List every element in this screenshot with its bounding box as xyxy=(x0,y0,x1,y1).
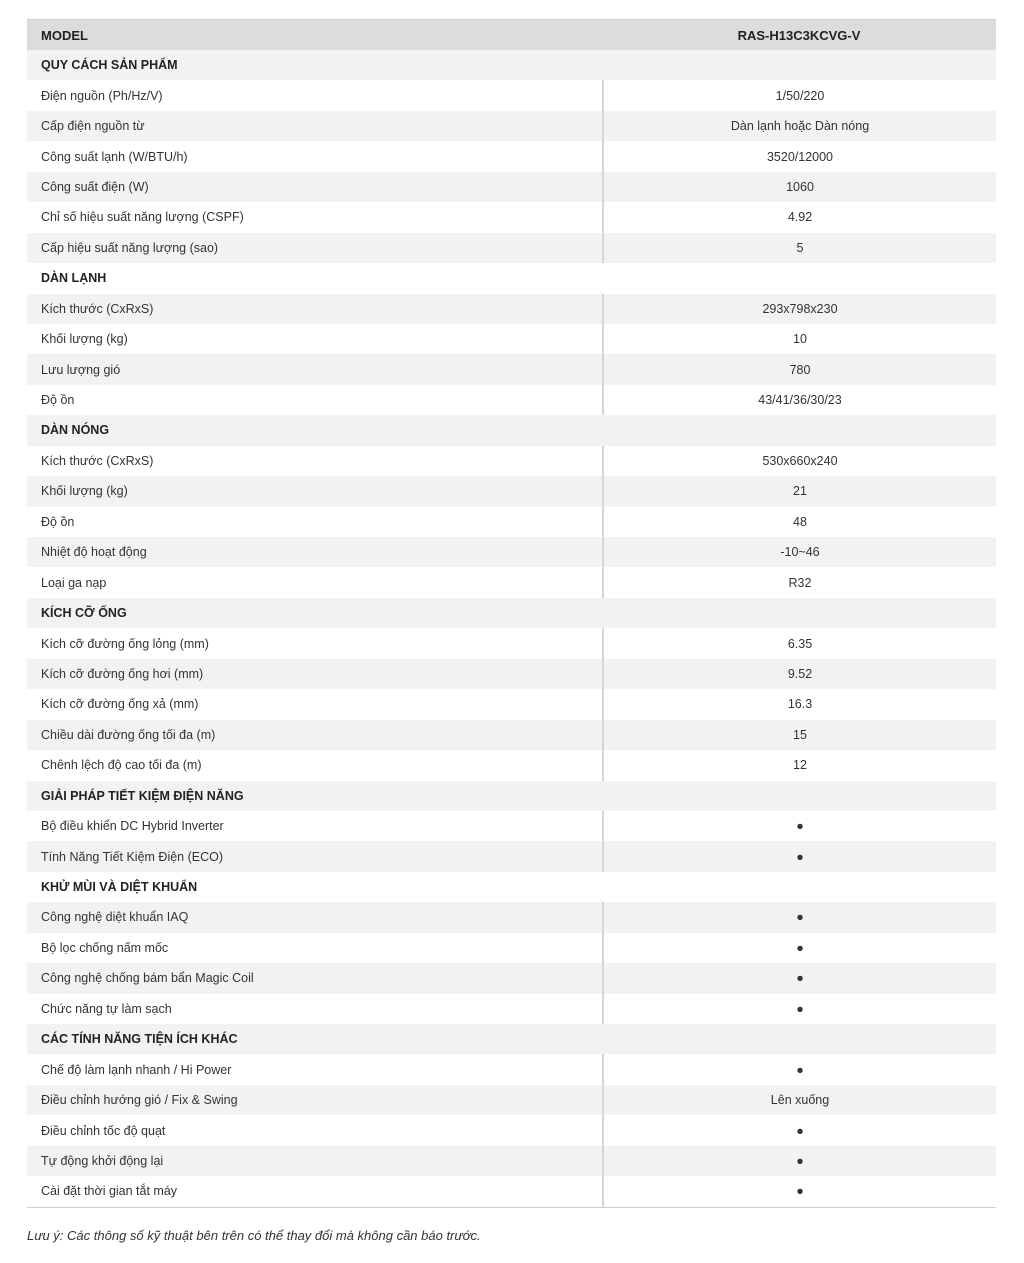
spec-value: 10 xyxy=(602,324,996,354)
spec-label: Chức năng tự làm sạch xyxy=(41,1001,172,1016)
spec-value: ● xyxy=(602,902,996,932)
table-row xyxy=(27,933,996,963)
spec-value: ● xyxy=(602,933,996,963)
table-row xyxy=(27,446,996,476)
spec-value: 780 xyxy=(602,354,996,384)
table-row xyxy=(27,324,996,354)
spec-value: 9.52 xyxy=(602,659,996,689)
section-header xyxy=(27,415,996,445)
spec-value: 530x660x240 xyxy=(602,446,996,476)
table-body xyxy=(27,50,996,1207)
section-header xyxy=(27,50,996,80)
table-row xyxy=(27,1085,996,1115)
spec-label: Điều chỉnh tốc độ quạt xyxy=(41,1123,166,1138)
table-row xyxy=(27,233,996,263)
table-header xyxy=(27,19,996,50)
spec-label: Chênh lệch độ cao tối đa (m) xyxy=(41,758,202,773)
section-title: KÍCH CỠ ỐNG xyxy=(41,606,127,621)
table-row xyxy=(27,1054,996,1084)
table-row xyxy=(27,80,996,110)
spec-value: R32 xyxy=(602,567,996,597)
spec-value: ● xyxy=(602,1115,996,1145)
spec-label: Kích cỡ đường ống hơi (mm) xyxy=(41,666,204,681)
section-title: QUY CÁCH SẢN PHẨM xyxy=(41,58,178,73)
spec-label: Cài đặt thời gian tắt máy xyxy=(41,1184,178,1199)
spec-label: Chiều dài đường ống tối đa (m) xyxy=(41,727,216,742)
spec-label: Kích cỡ đường ống lỏng (mm) xyxy=(41,636,209,651)
table-row xyxy=(27,811,996,841)
spec-value: 4.92 xyxy=(602,202,996,232)
table-row xyxy=(27,841,996,871)
spec-label: Chỉ số hiệu suất năng lượng (CSPF) xyxy=(41,210,244,225)
spec-value: ● xyxy=(602,811,996,841)
spec-label: Lưu lượng gió xyxy=(41,362,121,377)
table-row xyxy=(27,628,996,658)
spec-value: ● xyxy=(602,1146,996,1176)
table-row xyxy=(27,1146,996,1176)
spec-label: Chế độ làm lạnh nhanh / Hi Power xyxy=(41,1062,232,1077)
spec-value: 15 xyxy=(602,720,996,750)
table-bottom-border xyxy=(27,1207,996,1208)
footnote: Lưu ý: Các thông số kỹ thuật bên trên có thể thay đổi mà không cần báo trước. xyxy=(27,1228,481,1243)
spec-label: Điều chỉnh hướng gió / Fix & Swing xyxy=(41,1093,238,1108)
spec-value: ● xyxy=(602,963,996,993)
table-row xyxy=(27,476,996,506)
table-row xyxy=(27,507,996,537)
spec-label: Loại ga nạp xyxy=(41,575,107,590)
spec-value: 48 xyxy=(602,507,996,537)
section-title: DÀN NÓNG xyxy=(41,423,110,438)
spec-label: Độ ồn xyxy=(41,393,75,408)
spec-value: ● xyxy=(602,994,996,1024)
table-row xyxy=(27,659,996,689)
section-header xyxy=(27,1024,996,1054)
section-title: DÀN LẠNH xyxy=(41,271,107,286)
table-row xyxy=(27,750,996,780)
spec-value: 5 xyxy=(602,233,996,263)
spec-label: Khối lượng (kg) xyxy=(41,484,128,499)
spec-label: Công suất lạnh (W/BTU/h) xyxy=(41,149,188,164)
section-header xyxy=(27,598,996,628)
spec-label: Bộ điều khiển DC Hybrid Inverter xyxy=(41,819,224,834)
section-title: CÁC TÍNH NĂNG TIỆN ÍCH KHÁC xyxy=(41,1032,238,1047)
table-row xyxy=(27,202,996,232)
table-row xyxy=(27,1115,996,1145)
table-row xyxy=(27,567,996,597)
table-row xyxy=(27,1176,996,1206)
table-row xyxy=(27,994,996,1024)
table-row xyxy=(27,902,996,932)
spec-label: Điện nguồn (Ph/Hz/V) xyxy=(41,88,163,103)
spec-label: Kích thước (CxRxS) xyxy=(41,453,154,468)
section-title: KHỬ MÙI VÀ DIỆT KHUẨN xyxy=(41,880,198,895)
spec-value: 12 xyxy=(602,750,996,780)
spec-label: Kích cỡ đường ống xả (mm) xyxy=(41,697,199,712)
spec-label: Cấp hiệu suất năng lượng (sao) xyxy=(41,240,219,255)
section-header xyxy=(27,872,996,902)
section-header xyxy=(27,263,996,293)
section-title: GIẢI PHÁP TIẾT KIỆM ĐIỆN NĂNG xyxy=(41,788,244,803)
spec-label: Công suất điện (W) xyxy=(41,179,149,194)
spec-value: ● xyxy=(602,1054,996,1084)
spec-label: Bộ lọc chống nấm mốc xyxy=(41,940,169,955)
spec-label: Công nghệ chống bám bẩn Magic Coil xyxy=(41,971,254,986)
spec-value: 16.3 xyxy=(602,689,996,719)
spec-value: Dàn lạnh hoặc Dàn nóng xyxy=(602,111,996,141)
spec-value: ● xyxy=(602,841,996,871)
spec-value: Lên xuống xyxy=(602,1085,996,1115)
spec-value: ● xyxy=(602,1176,996,1206)
spec-value: 1/50/220 xyxy=(602,80,996,110)
header-label: MODEL xyxy=(41,27,88,43)
spec-value: 21 xyxy=(602,476,996,506)
table-row xyxy=(27,294,996,324)
section-header xyxy=(27,781,996,811)
header-model-value: RAS-H13C3KCVG-V xyxy=(737,27,861,43)
spec-label: Công nghệ diệt khuẩn IAQ xyxy=(41,910,189,925)
spec-value: 293x798x230 xyxy=(602,294,996,324)
table-row xyxy=(27,689,996,719)
spec-label: Kích thước (CxRxS) xyxy=(41,301,154,316)
spec-label: Độ ồn xyxy=(41,514,75,529)
spec-label: Khối lượng (kg) xyxy=(41,332,128,347)
spec-value: 43/41/36/30/23 xyxy=(602,385,996,415)
spec-table xyxy=(27,19,996,1208)
table-row xyxy=(27,720,996,750)
spec-value: 6.35 xyxy=(602,628,996,658)
spec-label: Tự động khởi động lại xyxy=(41,1153,164,1168)
spec-value: 1060 xyxy=(602,172,996,202)
table-row xyxy=(27,111,996,141)
table-row xyxy=(27,963,996,993)
spec-value: -10~46 xyxy=(602,537,996,567)
table-row xyxy=(27,172,996,202)
table-row xyxy=(27,537,996,567)
table-row xyxy=(27,354,996,384)
spec-value: 3520/12000 xyxy=(602,141,996,171)
table-row xyxy=(27,385,996,415)
table-row xyxy=(27,141,996,171)
spec-label: Tính Năng Tiết Kiệm Điện (ECO) xyxy=(41,849,224,864)
spec-label: Nhiệt độ hoạt động xyxy=(41,545,147,560)
spec-label: Cấp điện nguồn từ xyxy=(41,119,145,134)
